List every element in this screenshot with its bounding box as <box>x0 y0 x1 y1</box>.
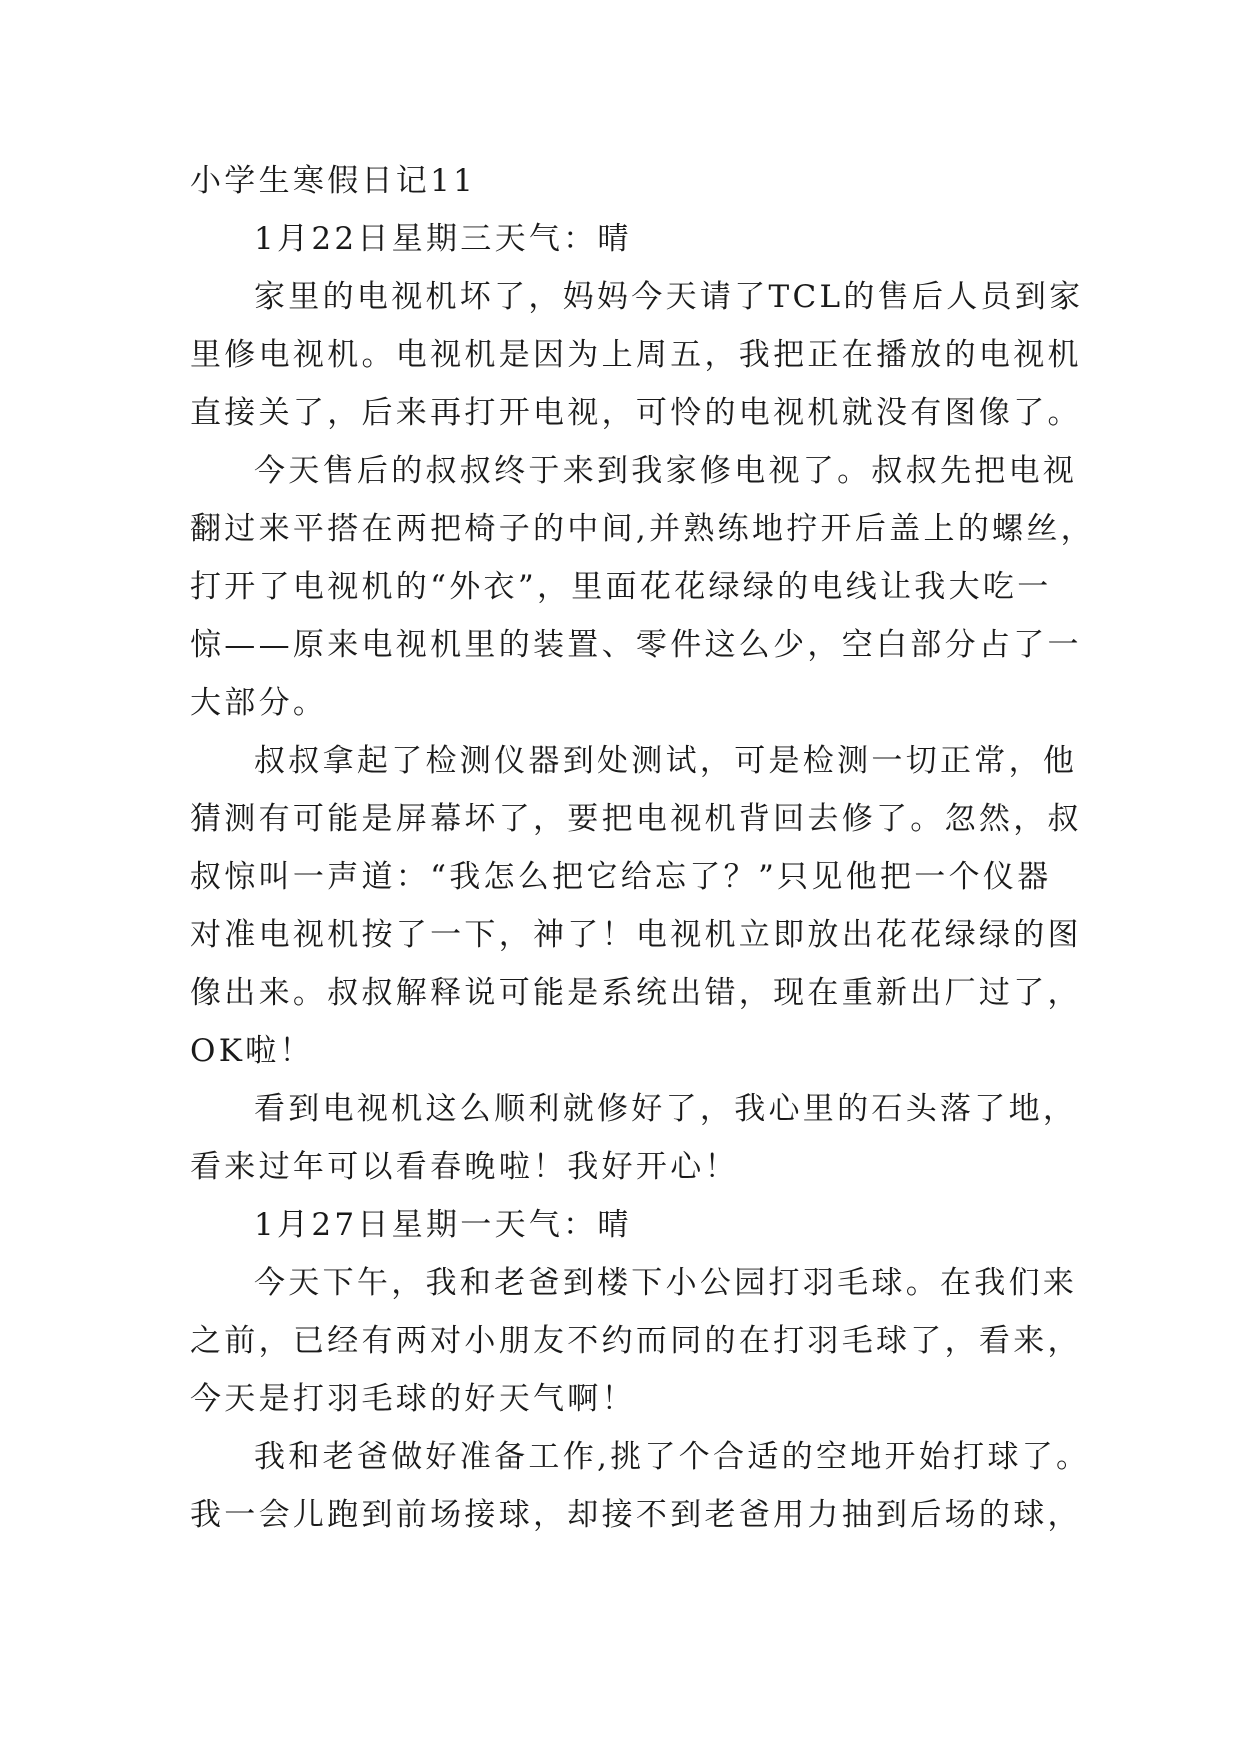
text-line: 看来过年可以看春晚啦！我好开心！ <box>190 1149 739 1185</box>
text-line: 对准电视机按了一下，神了！电视机立即放出花花绿绿的图 <box>190 917 1082 953</box>
text-line: 家里的电视机坏了，妈妈今天请了TCL的售后人员到家 <box>254 279 1084 315</box>
document-title: 小学生寒假日记11 <box>190 163 477 199</box>
text-line: 今天是打羽毛球的好天气啊！ <box>190 1381 636 1417</box>
text-line: 大部分。 <box>190 685 328 721</box>
text-line: 看到电视机这么顺利就修好了，我心里的石头落了地， <box>254 1091 1078 1127</box>
text-line: 叔惊叫一声道：“我怎么把它给忘了？”只见他把一个仪器 <box>190 859 1052 895</box>
text-line: 像出来。叔叔解释说可能是系统出错，现在重新出厂过了， <box>190 975 1082 1011</box>
text-line: 我和老爸做好准备工作,挑了个合适的空地开始打球了。 <box>254 1439 1091 1475</box>
text-line: 之前，已经有两对小朋友不约而同的在打羽毛球了，看来， <box>190 1323 1082 1359</box>
text-line: 里修电视机。电视机是因为上周五，我把正在播放的电视机 <box>190 337 1082 373</box>
text-line: 翻过来平搭在两把椅子的中间,并熟练地拧开后盖上的螺丝， <box>190 511 1095 547</box>
text-line: 叔叔拿起了检测仪器到处测试，可是检测一切正常，他 <box>254 743 1078 779</box>
text-line: 直接关了，后来再打开电视，可怜的电视机就没有图像了。 <box>190 395 1082 431</box>
text-line: 今天售后的叔叔终于来到我家修电视了。叔叔先把电视 <box>254 453 1078 489</box>
diary-date-heading: 1月22日星期三天气：晴 <box>254 221 632 257</box>
text-line: 打开了电视机的“外衣”，里面花花绿绿的电线让我大吃一 <box>190 569 1052 605</box>
text-line: 猜测有可能是屏幕坏了，要把电视机背回去修了。忽然，叔 <box>190 801 1082 837</box>
diary-date-heading: 1月27日星期一天气：晴 <box>254 1207 632 1243</box>
text-line: 今天下午，我和老爸到楼下小公园打羽毛球。在我们来 <box>254 1265 1078 1301</box>
text-line: 我一会儿跑到前场接球，却接不到老爸用力抽到后场的球， <box>190 1497 1082 1533</box>
text-line: OK啦！ <box>190 1033 314 1069</box>
text-line: 惊——原来电视机里的装置、零件这么少，空白部分占了一 <box>190 627 1082 663</box>
